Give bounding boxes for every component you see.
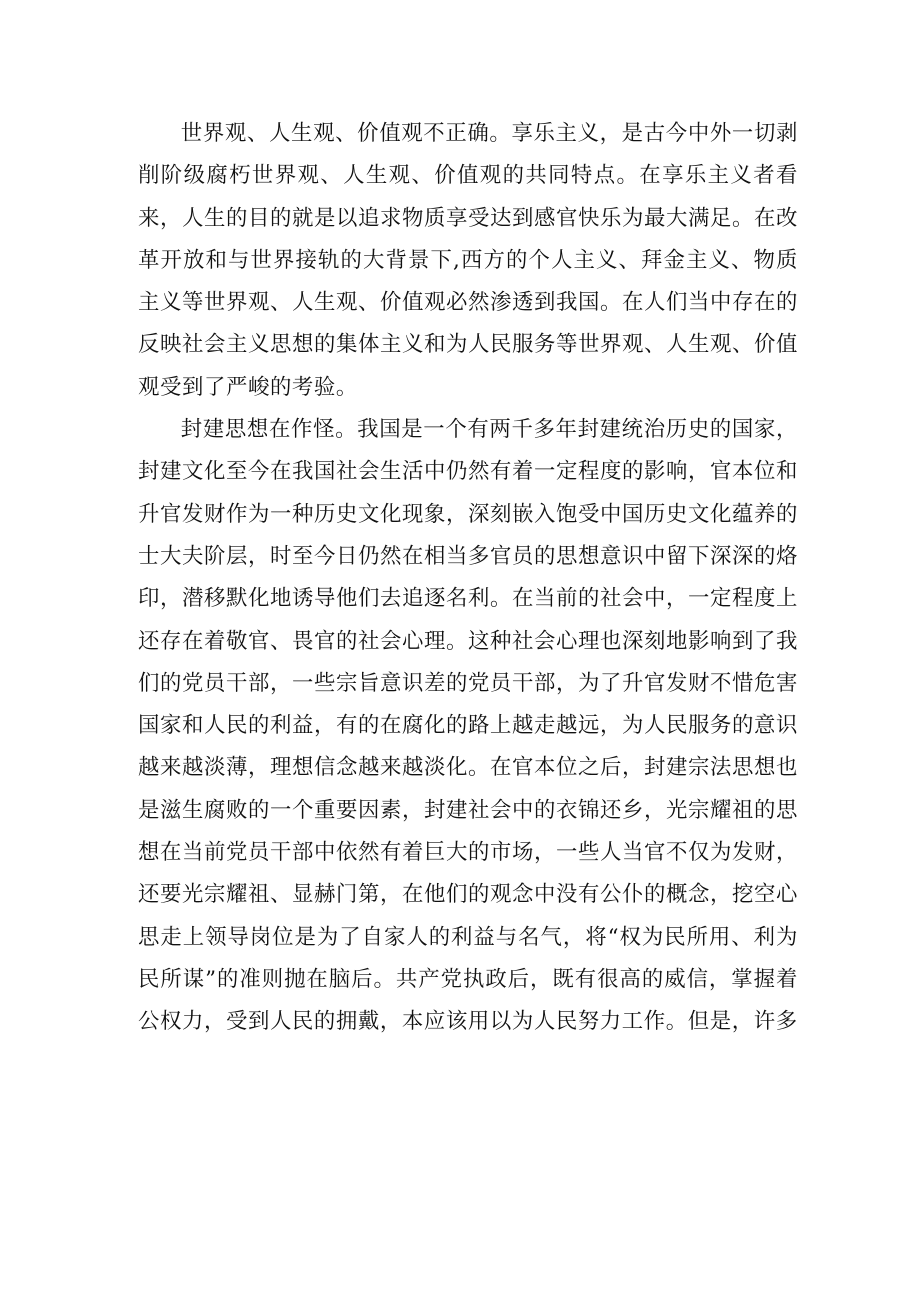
body-text [138, 113, 798, 1044]
paragraph-feudal-thought: 封建思想在作怪。我国是一个有两千多年封建统治历史的国家，封建文化至今在我国社会生活中仍然有着一定程度的影响，官本位和升官发财作为一种历史文化现象，深刻嵌入饱受中国历史文化蕴养的士大夫阶层，时至今日仍然在相当多官员的思想意识中留下深深的烙印，潜移默化地诱导他们去追逐名利。在当前的社会中，一定程度上还存在着敬官、畏官的社会心理。这种社会心理也深刻地影响到了我们的党员干部，一些宗旨意识差的党员干部，为了升官发财不惜危害国家和人民的利益，有的在腐化的路上越走越远，为人民服务的意识越来越淡薄，理想信念越来越淡化。在官本位之后，封建宗法思想也是滋生腐败的一个重要因素，封建社会中的衣锦还乡，光宗耀祖的思想在当前党员干部中依然有着巨大的市场，一些人当官不仅为发财，还要光宗耀祖、显赫门第，在他们的观念中没有公仆的概念，挖空心思走上领导岗位是为了自家人的利益与名气，将“权为民所用、利为民所谋”的准则抛在脑后。共产党执政后，既有很高的威信，掌握着公权力，受到人民的拥戴，本应该用以为人民努力工作。但是，许多 [138, 417, 798, 1035]
paragraph-worldview: 世界观、人生观、价值观不正确。享乐主义，是古今中外一切剥削阶级腐朽世界观、人生观、价值观的共同特点。在享乐主义者看来，人生的目的就是以追求物质享受达到感官快乐为最大满足。在改革开放和与世界接轨的大背景下,西方的个人主义、拜金主义、物质主义等世界观、人生观、价值观必然渗透到我国。在人们当中存在的反映社会主义思想的集体主义和为人民服务等世界观、人生观、价值观受到了严峻的考验。 [138, 121, 798, 400]
